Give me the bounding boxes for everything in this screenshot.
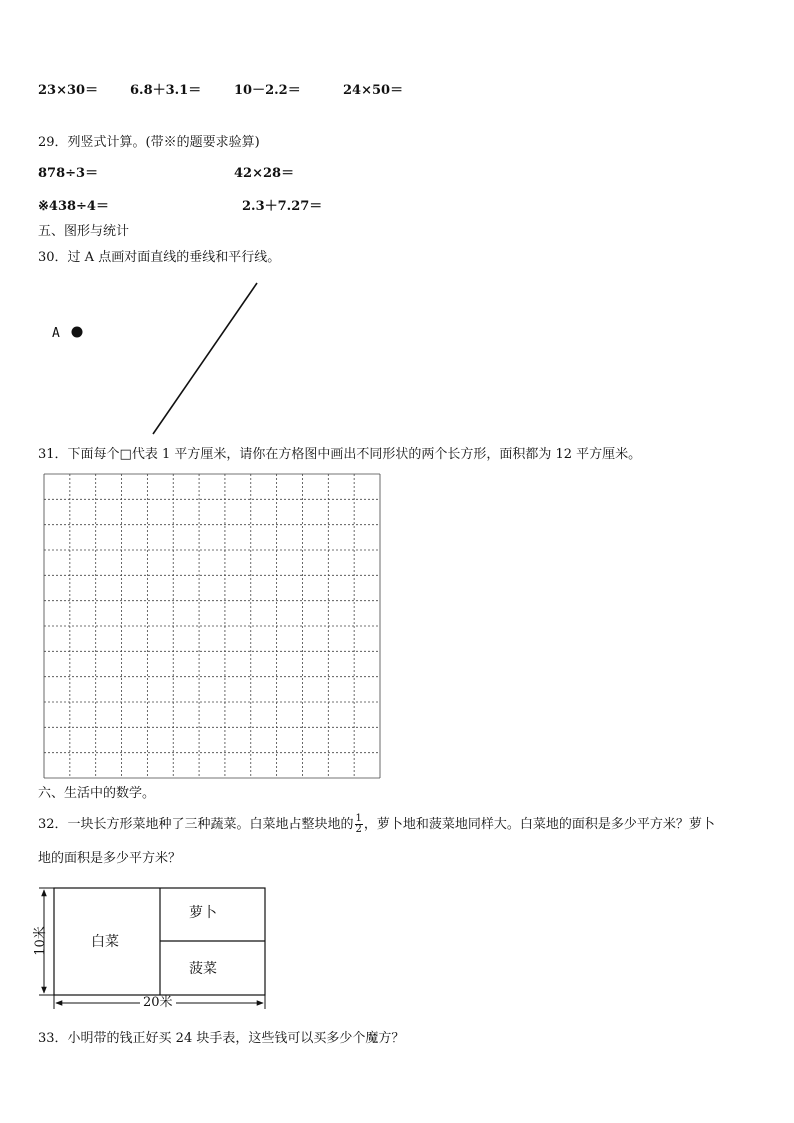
q29-item-2: 42×28＝ — [234, 166, 295, 181]
calc-item-1: 23×30＝ — [38, 83, 99, 98]
q29-item-1: 878÷3＝ — [38, 166, 99, 181]
q32-text-b: ，萝卜地和菠菜地同样大。白菜地的面积是多少平方米？萝卜 — [363, 817, 715, 832]
q29-item-4: 2.3＋7.27＝ — [242, 199, 323, 214]
calc-item-2: 6.8＋3.1＝ — [130, 83, 202, 98]
q32-line-2: 地的面积是多少平方米？ — [38, 851, 182, 866]
label-baicai: 白菜 — [91, 934, 119, 950]
q31-title: 31．下面每个□代表 1 平方厘米，请你在方格图中画出不同形状的两个长方形，面积都为 12 平方厘米。 — [38, 447, 642, 462]
q32-text-a: 32．一块长方形菜地种了三种蔬菜。白菜地占整块地的 — [38, 817, 354, 832]
calc-item-4: 24×50＝ — [343, 83, 404, 98]
dim-height-label: 10米 — [32, 926, 48, 956]
fraction-denominator: 2 — [355, 824, 362, 835]
section-6-heading: 六、生活中的数学。 — [38, 786, 156, 801]
dim-width-label: 20米 — [143, 995, 173, 1010]
q29-title: 29．列竖式计算。(带※的题要求验算) — [38, 135, 260, 150]
q30-title: 30．过 A 点画对面直线的垂线和平行线。 — [38, 250, 281, 265]
q33-title: 33．小明带的钱正好买 24 块手表，这些钱可以买多少个魔方？ — [38, 1031, 405, 1046]
section-5-heading: 五、图形与统计 — [38, 224, 130, 239]
fraction-numerator: 1 — [355, 813, 362, 824]
label-bocai: 菠菜 — [189, 961, 217, 977]
q29-item-3: ※438÷4＝ — [38, 199, 109, 214]
label-luobo: 萝卜 — [189, 905, 217, 921]
point-a-label: A — [52, 326, 60, 341]
calc-item-3: 10－2.2＝ — [234, 83, 301, 98]
